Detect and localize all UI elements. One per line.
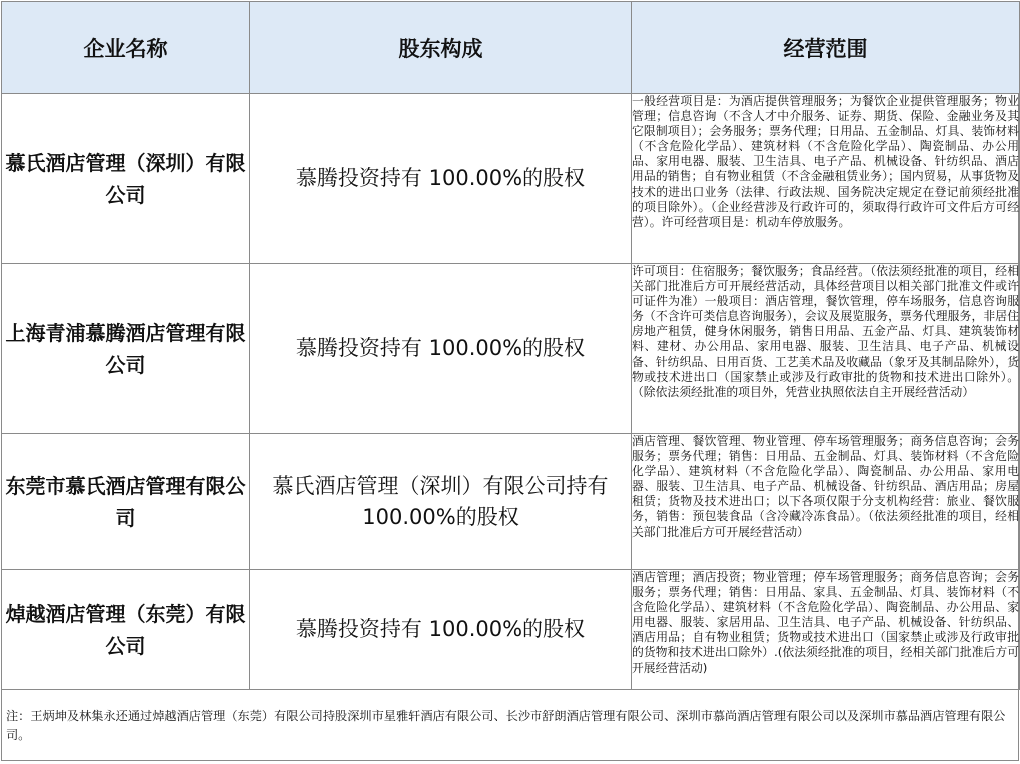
business-scope: 酒店管理、餐饮管理、物业管理、停车场管理服务；商务信息咨询；会务服务；票务代理；销售：日用品、五金制品、灯具、装饰材料（不含危险化学品）、建筑材料（不含危险化学品）、陶瓷制品、办公用品、家用电器、服装、卫生洁具、电子产品、机械设备、针纺织品、酒店用品；房屋租赁；货物及技术进出口；以下各项仅限于分支机构经营：旅业、餐饮服务，销售：预包装食品（含冷藏冷冻食品）。（依法须经批准的项目，经相关部门批准后方可开展经营活动）: [632, 434, 1020, 570]
business-scope: 一般经营项目是：为酒店提供管理服务；为餐饮企业提供管理服务；物业管理；信息咨询（不含人才中介服务、证券、期货、保险、金融业务及其它限制项目）；会务服务；票务代理；日用品、五金制品、灯具、装饰材料（不含危险化学品）、建筑材料（不含危险化学品）、陶瓷制品、办公用品、家用电器、服装、卫生洁具、电子产品、机械设备、针纺织品、酒店用品的销售；自有物业租赁（不含金融租赁业务）；国内贸易，从事货物及技术的进出口业务（法律、行政法规、国务院决定规定在登记前须经批准的项目除外）。（企业经营涉及行政许可的，须取得行政许可文件后方可经营）。许可经营项目是：机动车停放服务。: [632, 94, 1020, 264]
company-name: 东莞市慕氏酒店管理有限公司: [2, 434, 250, 570]
shareholder-structure: 慕氏酒店管理（深圳）有限公司持有 100.00%的股权: [250, 434, 632, 570]
table-row: [2, 94, 1020, 264]
company-name: 慕氏酒店管理（深圳）有限公司: [2, 94, 250, 264]
header-company-name: 企业名称: [2, 2, 250, 94]
table-row: [2, 434, 1020, 570]
table-row: [2, 264, 1020, 434]
table-header-row: [2, 2, 1020, 94]
table-row: [2, 570, 1020, 690]
company-name: 焯越酒店管理（东莞）有限公司: [2, 570, 250, 690]
business-scope: 许可项目：住宿服务；餐饮服务；食品经营。（依法须经批准的项目，经相关部门批准后方可开展经营活动，具体经营项目以相关部门批准文件或许可证件为准）一般项目：酒店管理，餐饮管理，停车场服务，信息咨询服务（不含许可类信息咨询服务），会议及展览服务，票务代理服务，非居住房地产租赁，健身休闲服务，销售日用品、五金产品、灯具、建筑装饰材料、建材、办公用品、家用电器、服装、卫生洁具、电子产品、机械设备、针纺织品、日用百货、工艺美术品及收藏品（象牙及其制品除外），货物或技术进出口（国家禁止或涉及行政审批的货物和技术进出口除外）。（除依法须经批准的项目外，凭营业执照依法自主开展经营活动）: [632, 264, 1020, 434]
business-scope: 酒店管理；酒店投资；物业管理；停车场管理服务；商务信息咨询；会务服务；票务代理；销售：日用品、家具、五金制品、灯具、装饰材料（不含危险化学品）、建筑材料（不含危险化学品）、陶瓷制品、办公用品、家用电器、服装、家居用品、卫生洁具、电子产品、机械设备、针纺织品、酒店用品；自有物业租赁；货物或技术进出口（国家禁止或涉及行政审批的货物和技术进出口除外）.(依法须经批准的项目，经相关部门批准后方可开展经营活动): [632, 570, 1020, 690]
company-name: 上海青浦慕腾酒店管理有限公司: [2, 264, 250, 434]
header-shareholder: 股东构成: [250, 2, 632, 94]
shareholder-structure: 慕腾投资持有 100.00%的股权: [250, 570, 632, 690]
company-table: [1, 1, 1020, 690]
shareholder-structure: 慕腾投资持有 100.00%的股权: [250, 94, 632, 264]
footnote: 注：王炳坤及林集永还通过焯越酒店管理（东莞）有限公司持股深圳市星雅轩酒店有限公司、长沙市舒朗酒店管理有限公司、深圳市慕尚酒店管理有限公司以及深圳市慕品酒店管理有限公司。: [6, 709, 1006, 742]
shareholder-structure: 慕腾投资持有 100.00%的股权: [250, 264, 632, 434]
header-business-scope: 经营范围: [632, 2, 1020, 94]
